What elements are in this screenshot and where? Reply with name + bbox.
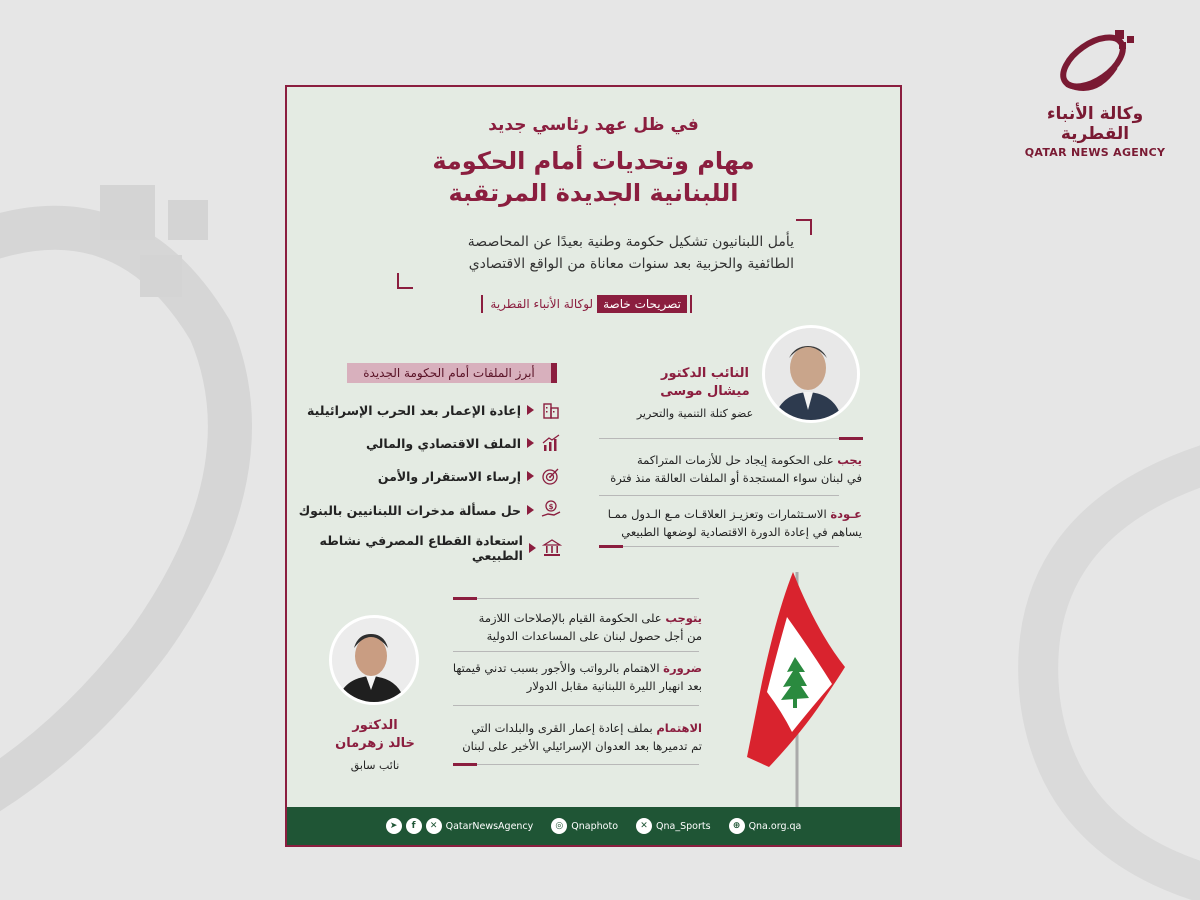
lead-line-2: الطائفية والحزبية بعد سنوات معاناة من الواقع الاقتصادي	[468, 256, 794, 272]
person-2-statement-2	[432, 659, 702, 695]
person-2-name-block	[315, 717, 435, 753]
bullet-arrow	[527, 505, 534, 515]
social-group-main	[386, 818, 534, 834]
list-item	[299, 499, 562, 521]
avatar-person-1	[762, 325, 860, 423]
headline	[287, 145, 900, 209]
buildings-icon	[540, 399, 562, 421]
divider	[453, 651, 699, 652]
instagram-group	[551, 818, 618, 834]
headline-line-1: مهام وتحديات أمام الحكومة	[432, 147, 755, 175]
special-source: لوكالة الأنباء القطرية	[490, 297, 594, 311]
svg-text:$: $	[548, 503, 554, 511]
portrait-icon	[329, 618, 416, 705]
x-icon[interactable]: ✕	[636, 818, 652, 834]
file-label: الملف الاقتصادي والمالي	[366, 435, 521, 451]
money-hand-icon	[540, 499, 562, 521]
sports-handle[interactable]: Qna_Sports	[656, 820, 711, 832]
person-1-role: عضو كتلة التنمية والتحرير	[636, 407, 754, 420]
instagram-icon[interactable]: ◎	[551, 818, 567, 834]
list-item	[287, 533, 562, 563]
x-icon[interactable]: ✕	[426, 818, 442, 834]
special-tag: تصريحات خاصة	[597, 295, 687, 313]
lebanon-flag-icon	[747, 572, 847, 807]
website-group	[729, 818, 802, 834]
corner-bracket	[397, 273, 413, 289]
kicker: في ظل عهد رئاسي جديد	[488, 115, 699, 135]
file-label: استعادة القطاع المصرفي نشاطه الطبيعي	[319, 533, 523, 563]
website-link[interactable]: Qna.org.qa	[748, 820, 802, 832]
statement-line-2: تم تدميرها بعد العدوان الإسرائيلي الأخير على لبنان	[462, 739, 702, 753]
lead-text	[407, 231, 794, 275]
facebook-icon[interactable]: f	[406, 818, 422, 834]
person-1-name: ميشال موسى	[660, 384, 750, 399]
divider	[623, 546, 839, 547]
sports-group	[636, 818, 711, 834]
person-2-statement-3	[432, 719, 702, 755]
lead-line-1: يأمل اللبنانيون تشكيل حكومة وطنية بعيدًا عن المحاصصة	[467, 234, 794, 250]
statement-line-2: يساهم في إعادة الدورة الاقتصادية لوضعها الطبيعي	[621, 525, 862, 539]
bullet-arrow	[529, 543, 536, 553]
background-logo-mark-right	[900, 400, 1200, 900]
person-1-name-block	[650, 365, 760, 401]
divider	[599, 495, 839, 496]
person-1-statement-1	[592, 451, 862, 487]
headline-line-2: اللبنانية الجديدة المرتقبة	[448, 179, 739, 207]
statement-line-2: في لبنان سواء المستجدة أو الملفات العالقة منذ فترة	[610, 471, 862, 485]
corner-bracket	[796, 219, 812, 235]
divider	[477, 764, 699, 765]
accent-rule	[453, 763, 477, 766]
agency-name-ar: وكالة الأنباء القطرية	[1046, 104, 1144, 144]
file-label: إرساء الاستقرار والأمن	[377, 468, 521, 484]
lead-box	[397, 219, 812, 289]
social-handle[interactable]: QatarNewsAgency	[445, 820, 534, 832]
person-1-title: النائب الدكتور	[660, 366, 750, 381]
accent-rule	[599, 545, 623, 548]
background-logo-mark	[0, 0, 280, 900]
accent-rule	[839, 437, 863, 440]
avatar-person-2	[329, 615, 419, 705]
bullet-arrow	[527, 471, 534, 481]
agency-name-en: QATAR NEWS AGENCY	[1024, 146, 1166, 159]
file-label: حل مسألة مدخرات اللبنانيين بالبنوك	[298, 502, 521, 518]
statement-line-1: على الحكومة القيام بالإصلاحات اللازمة	[478, 611, 666, 625]
statement-line-1: بملف إعادة إعمار القرى والبلدات التي	[471, 721, 657, 735]
statement-line-2: من أجل حصول لبنان على المساعدات الدولية	[486, 629, 702, 643]
statement-line-1: الاسـتثمارات وتعزيـز العلاقـات مـع الـدول ممـا	[607, 507, 831, 521]
qna-logo-icon	[1045, 22, 1145, 100]
telegram-icon[interactable]: ➤	[386, 818, 402, 834]
target-icon	[540, 465, 562, 487]
globe-icon[interactable]: ⊕	[729, 818, 745, 834]
bank-icon	[542, 537, 562, 559]
divider	[453, 705, 699, 706]
accent-rule	[453, 597, 477, 600]
person-2-title: الدكتور	[352, 718, 398, 733]
list-item	[378, 465, 562, 487]
infographic-card	[285, 85, 902, 847]
statement-lead: يتوجب	[665, 611, 702, 625]
statement-line-2: بعد انهيار الليرة اللبنانية مقابل الدولار	[526, 679, 702, 693]
bullet-arrow	[527, 438, 534, 448]
person-2-name: خالد زهرمان	[335, 736, 415, 751]
instagram-handle[interactable]: Qnaphoto	[571, 820, 619, 832]
divider	[477, 598, 699, 599]
agency-logo	[1010, 22, 1180, 159]
divider	[599, 438, 839, 439]
growth-chart-icon	[540, 432, 562, 454]
statement-lead: يجب	[837, 453, 862, 467]
bullet-arrow	[527, 405, 534, 415]
person-2-statement-1	[432, 609, 702, 645]
person-2-role: نائب سابق	[350, 759, 400, 772]
statement-line-1: على الحكومة إيجاد حل للأزمات المتراكمة	[636, 453, 838, 467]
statement-lead: ضرورة	[663, 661, 702, 675]
list-item	[307, 399, 562, 421]
list-item	[366, 432, 562, 454]
files-title: أبرز الملفات أمام الحكومة الجديدة	[347, 363, 557, 383]
person-1-statement-2	[592, 505, 862, 541]
portrait-icon	[762, 328, 857, 423]
statement-lead: الاهتمام	[656, 721, 702, 735]
statement-line-1: الاهتمام بالرواتب والأجور بسبب تدني قيمتها	[452, 661, 664, 675]
footer-social-bar	[287, 807, 900, 845]
special-statements-label	[481, 295, 692, 313]
file-label: إعادة الإعمار بعد الحرب الإسرائيلية	[307, 402, 521, 418]
statement-lead: عـودة	[830, 507, 862, 521]
